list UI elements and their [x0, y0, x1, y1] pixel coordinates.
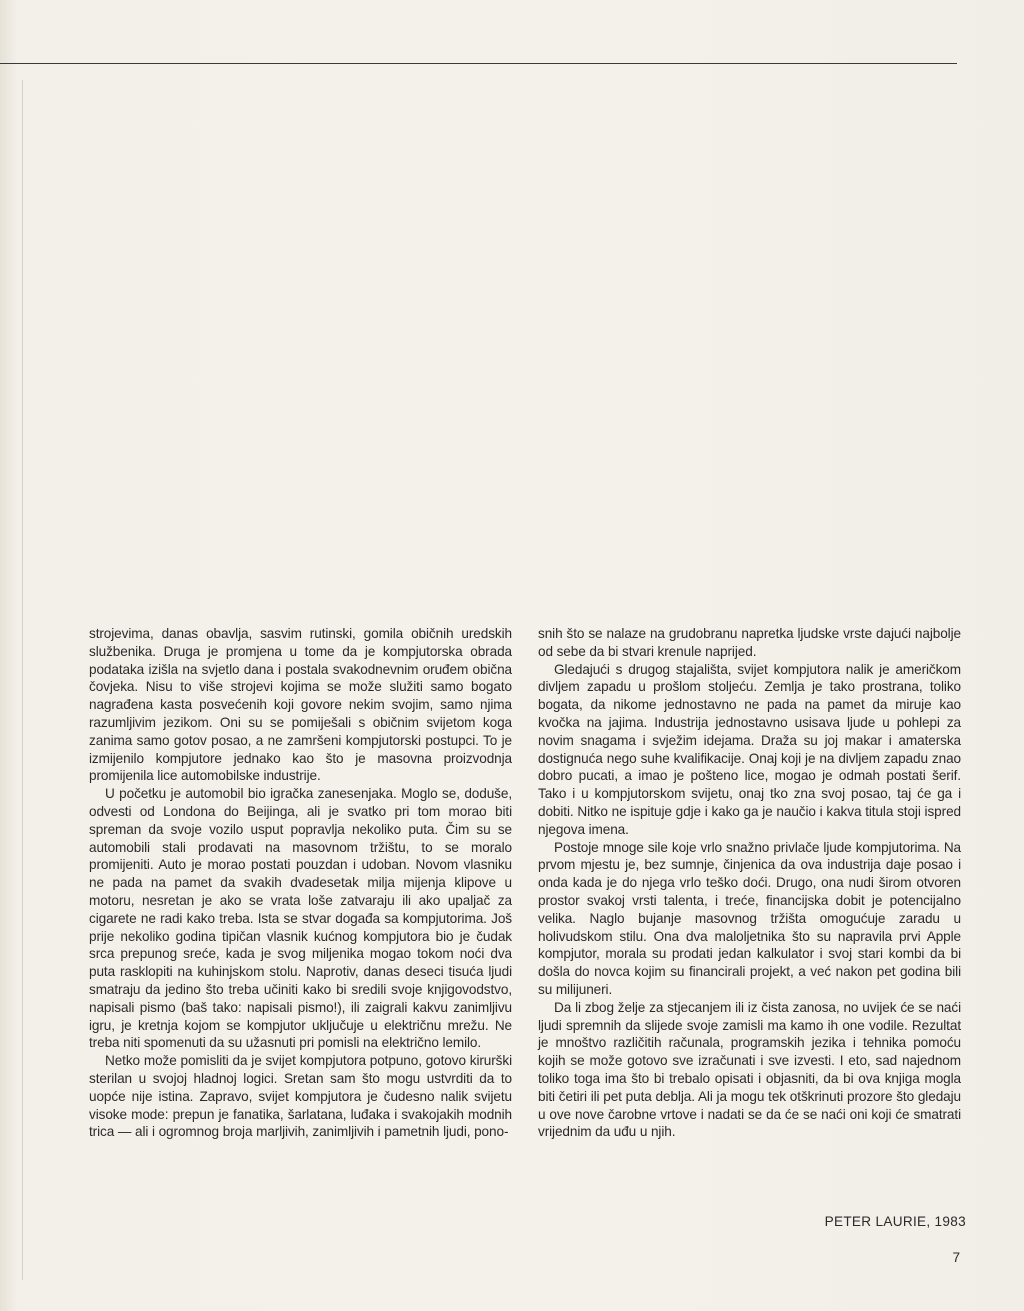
paragraph: snih što se nalaze na grudobranu napretka ljudske vrste dajući najbolje od sebe da bi stvari krenule naprijed. — [538, 626, 961, 659]
paragraph: Gledajući s drugog stajališta, svijet kompjutora nalik je američkom divljem zapadu u prošlom stoljeću. Zemlja je tako prostrana, toliko bogata, da nikome jednostavno ne pada na pamet da miruje kao kvočka na jajima. Industrija jednostavno usisava ljude u pohlepi za novim snagama i svježim idejama. Draža su joj makar i amaterska dostignuća nego suhe kvalifikacije. Onaj koji je na divljem zapadu znao dobro pucati, a imao je pošteno lice, mogao je odmah postati šerif. Tako i u kompjutorskom svijetu, onaj tko zna svoj posao, taj će ga i dobiti. Nitko ne ispituje gdje i kako ga je naučio i kakva titula stoji ispred njegova imena. — [538, 661, 961, 837]
author-signature: PETER LAURIE, 1983 — [824, 1214, 966, 1229]
left-text-column — [89, 625, 512, 1141]
paragraph: strojevima, danas obavlja, sasvim rutinski, gomila običnih uredskih službenika. Druga je promjena u tome da je kompjutorska obrada podataka izišla na svjetlo dana i postala svakodnevnim oruđem obična čovjeka. Nisu to više strojevi kojima se može služiti samo bogato nagrađena kasta posvećenih koji govore nekim svojim, samo njima razumljivim jezikom. Oni su se pomiješali s običnim svijetom koga zanima samo gotov posao, a ne zamršeni kompjutorski postupci. To je izmijenilo kompjutore jednako kao što je masovna proizvodnja promijenila lice automobilske industrije. — [89, 626, 512, 784]
paragraph: Postoje mnoge sile koje vrlo snažno privlače ljude kompjutorima. Na prvom mjestu je, bez sumnje, činjenica da ova industrija daje posao i onda kada je do njega vrlo teško doći. Drugo, ona nudi širom otvoren prostor svakoj vrsti talenta, i treće, financijska dobit je potencijalno velika. Naglo bujanje masovnog tržišta omogućuje zaradu u holivudskom stilu. Ona dva maloljetnika što su napravila prvi Apple kompjutor, morala su prodati jedan kalkulator i svoj stari kombi da bi došla do novca kojim su financirali projekt, a već nakon pet godina bili su milijuneri. — [538, 839, 961, 997]
page-number: 7 — [952, 1250, 960, 1265]
page-spine-shadow — [22, 80, 23, 1280]
paragraph: Da li zbog želje za stjecanjem ili iz čista zanosa, no uvijek će se naći ljudi spremnih da slijede svoje zamisli ma kamo ih one vodile. Rezultat je mnoštvo različitih računala, programskih jezika i tehnika pomoću kojih se može gotovo sve izračunati i sve izvesti. I eto, sad najednom toliko toga ima što bi trebalo opisati i objasniti, da bi ova knjiga mogla biti četiri ili pet puta deblja. Ali ja mogu tek otškrinuti prozore što gledaju u ove nove čarobne vrtove i nadati se da će se naći oni koji će smatrati vrijednim da uđu u njih. — [538, 999, 961, 1140]
top-rule — [0, 63, 957, 64]
right-text-column — [538, 625, 961, 1141]
paragraph: U početku je automobil bio igračka zanesenjaka. Moglo se, doduše, odvesti od Londona do Beijinga, ali je svatko pri tom morao biti spreman da svoje vozilo usput popravlja nekoliko puta. Čim su se automobili stali prodavati na masovnom tržištu, to se moralo promijeniti. Auto je morao postati pouzdan i udoban. Novom vlasniku ne pada na pamet da svakih dvadesetak milja mijenja klipove u motoru, nesretan je ako se vrata loše zatvaraju ili ako upaljač za cigarete ne radi kako treba. Ista se stvar događa sa kompjutorima. Još prije nekoliko godina tipičan vlasnik kućnog kompjutora bio je čudak srca prepunog sreće, kada je svog miljenika mogao tokom noći dva puta rasklopiti na kuhinjskom stolu. Naprotiv, danas deseci tisuća ljudi smatraju da jedino što treba učiniti kako bi sredili svoje knjigovodstvo, napisali pismo (baš tako: napisali pismo!), ili zaigrali kakvu zanimljivu igru, je kretnja kojom se kompjutor uključuje u električnu mrežu. Ne treba niti spomenuti da su užasnuti pri pomisli na električno lemilo. — [89, 786, 512, 1051]
paragraph: Netko može pomisliti da je svijet kompjutora potpuno, gotovo kirurški sterilan u svojoj hladnoj logici. Sretan sam što mogu ustvrditi da to uopće nije istina. Zapravo, svijet kompjutora je čudesno nalik svijetu visoke mode: prepun je fanatika, šarlatana, luđaka i svakojakih modnih trica — ali i ogromnog broja marljivih, zanimljivih i pametnih ljudi, pono- — [89, 1053, 512, 1140]
